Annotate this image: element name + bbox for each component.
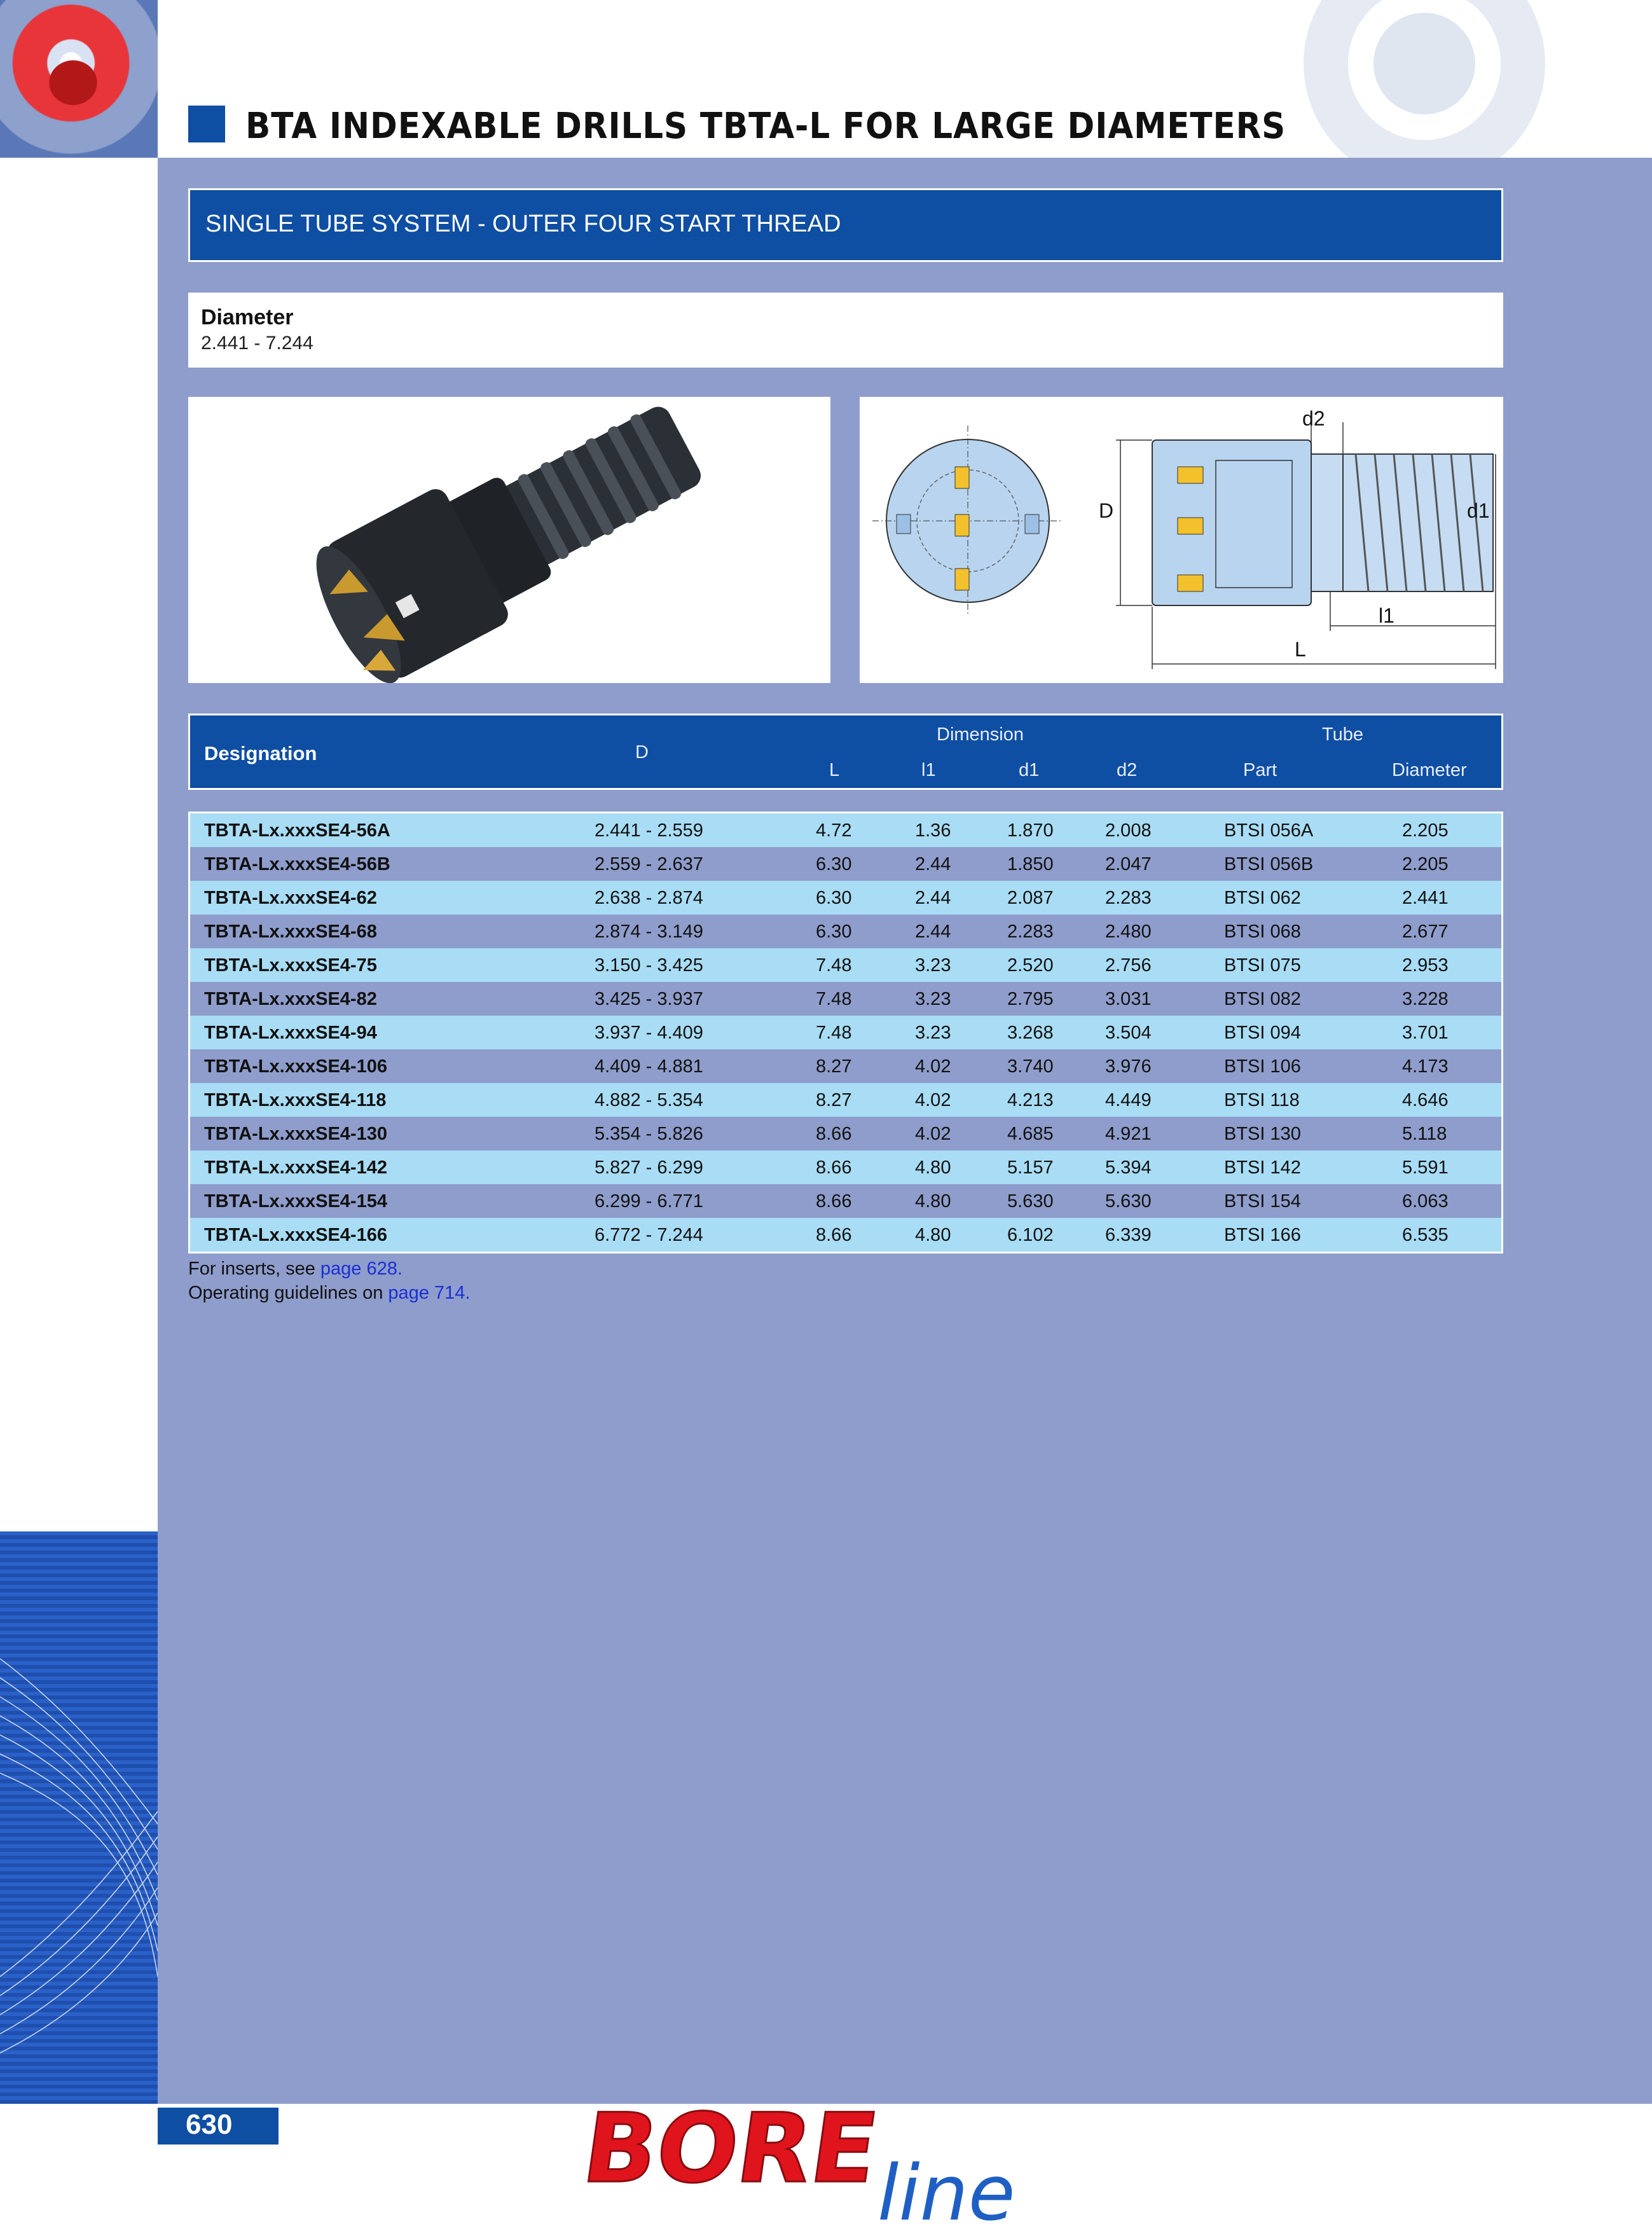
cell-D: 3.937 - 4.409 [595, 1023, 703, 1043]
drawing-label-d2: d2 [1302, 407, 1325, 430]
notes [188, 1257, 470, 1305]
cell-d2: 3.031 [1105, 989, 1152, 1009]
cell-part: BTSI 094 [1224, 1023, 1301, 1043]
circle-decor [1297, 0, 1564, 158]
cell-designation: TBTA-Lx.xxxSE4-154 [204, 1191, 387, 1212]
table-row [190, 1117, 1501, 1150]
cell-designation: TBTA-Lx.xxxSE4-56B [204, 854, 390, 874]
guidelines-note [188, 1281, 470, 1305]
cell-d1: 1.850 [1007, 854, 1054, 874]
cell-L: 4.72 [816, 820, 852, 841]
cell-d2: 4.449 [1105, 1090, 1152, 1110]
inserts-page-link[interactable]: page 628. [320, 1259, 403, 1279]
cell-diameter: 3.701 [1402, 1023, 1449, 1043]
cell-d2: 6.339 [1105, 1225, 1152, 1245]
cell-d1: 5.630 [1007, 1191, 1054, 1212]
cell-designation: TBTA-Lx.xxxSE4-68 [204, 922, 377, 942]
drawing-label-d1: d1 [1467, 499, 1490, 522]
cell-d2: 5.394 [1105, 1157, 1152, 1178]
cell-d2: 2.756 [1105, 955, 1152, 976]
cell-designation: TBTA-Lx.xxxSE4-166 [204, 1225, 387, 1245]
cell-L: 8.66 [816, 1157, 852, 1178]
cell-D: 4.882 - 5.354 [595, 1090, 703, 1110]
table-row [190, 1184, 1501, 1218]
cell-diameter: 6.063 [1402, 1191, 1449, 1212]
cell-designation: TBTA-Lx.xxxSE4-75 [204, 955, 377, 976]
boreline-logo [585, 2099, 1113, 2231]
cell-d1: 2.283 [1007, 922, 1054, 942]
drawing-label-L: L [1295, 638, 1306, 661]
table-row [190, 881, 1501, 915]
cell-l1: 3.23 [915, 1023, 951, 1043]
cell-d2: 5.630 [1105, 1191, 1152, 1212]
table-row [190, 813, 1501, 847]
cell-d1: 3.268 [1007, 1023, 1054, 1043]
cell-diameter: 2.677 [1402, 922, 1449, 942]
cell-L: 7.48 [816, 955, 852, 976]
header-l1: l1 [921, 760, 936, 780]
inserts-note-text: For inserts, see [188, 1259, 320, 1279]
cell-d2: 4.921 [1105, 1124, 1152, 1144]
diameter-box [188, 293, 1503, 368]
cell-L: 7.48 [816, 989, 852, 1009]
drill-table [188, 812, 1503, 1254]
header-tube: Tube [1322, 724, 1364, 745]
cell-diameter: 5.591 [1402, 1157, 1449, 1178]
wave-pattern-decor [0, 1531, 158, 2104]
cell-part: BTSI 118 [1224, 1090, 1300, 1110]
logo-bore: BORE [585, 2099, 885, 2204]
cell-d1: 4.213 [1007, 1090, 1054, 1110]
cell-part: BTSI 056B [1224, 854, 1314, 874]
cell-l1: 4.80 [915, 1225, 951, 1245]
diameter-value: 2.441 - 7.244 [201, 333, 313, 354]
table-header [188, 714, 1503, 790]
cell-diameter: 2.205 [1402, 820, 1449, 841]
cell-diameter: 2.441 [1402, 888, 1449, 908]
cell-D: 6.772 - 7.244 [595, 1225, 703, 1245]
drawing-label-D: D [1099, 499, 1114, 522]
cell-part: BTSI 130 [1224, 1124, 1301, 1144]
table-row [190, 847, 1501, 881]
table-row [190, 948, 1501, 982]
cell-D: 2.638 - 2.874 [595, 888, 703, 908]
cell-designation: TBTA-Lx.xxxSE4-82 [204, 989, 377, 1009]
cell-l1: 4.02 [915, 1124, 951, 1144]
cell-designation: TBTA-Lx.xxxSE4-142 [204, 1157, 387, 1178]
cell-D: 3.150 - 3.425 [595, 955, 703, 976]
cell-d2: 2.008 [1105, 820, 1152, 841]
cell-d2: 2.283 [1105, 888, 1152, 908]
cell-l1: 3.23 [915, 989, 951, 1009]
cell-D: 2.559 - 2.637 [595, 854, 703, 874]
cell-designation: TBTA-Lx.xxxSE4-106 [204, 1056, 387, 1077]
table-row [190, 1016, 1501, 1049]
cell-L: 8.66 [816, 1225, 852, 1245]
guidelines-note-text: Operating guidelines on [188, 1283, 389, 1303]
guidelines-page-link[interactable]: page 714. [388, 1283, 471, 1303]
logo-line: line [878, 2150, 1015, 2231]
cell-part: BTSI 154 [1224, 1191, 1301, 1212]
header-D: D [635, 742, 649, 763]
cell-diameter: 6.535 [1402, 1225, 1449, 1245]
cell-l1: 4.80 [915, 1157, 951, 1178]
cell-designation: TBTA-Lx.xxxSE4-118 [204, 1090, 387, 1110]
cell-part: BTSI 056A [1224, 820, 1314, 841]
cell-diameter: 5.118 [1402, 1124, 1447, 1144]
cell-L: 7.48 [816, 1023, 852, 1043]
header-L: L [829, 760, 840, 780]
cell-diameter: 4.173 [1402, 1056, 1449, 1077]
cell-D: 3.425 - 3.937 [595, 989, 703, 1009]
cell-l1: 3.23 [915, 955, 951, 976]
cell-part: BTSI 075 [1224, 955, 1301, 976]
cell-d1: 1.870 [1007, 820, 1054, 841]
cell-L: 8.66 [816, 1124, 852, 1144]
cell-L: 8.27 [816, 1090, 852, 1110]
table-row [190, 1049, 1501, 1083]
cell-part: BTSI 082 [1224, 989, 1301, 1009]
cell-l1: 4.02 [915, 1090, 951, 1110]
cell-part: BTSI 068 [1224, 922, 1301, 942]
section-header: SINGLE TUBE SYSTEM - OUTER FOUR START THREAD [188, 188, 1503, 262]
header-d2: d2 [1117, 760, 1138, 780]
cell-l1: 2.44 [915, 854, 951, 874]
cell-D: 6.299 - 6.771 [595, 1191, 703, 1212]
cell-d1: 2.520 [1007, 955, 1054, 976]
table-row [190, 982, 1501, 1016]
left-decor-strip [0, 0, 158, 2231]
cell-L: 8.66 [816, 1191, 852, 1212]
cell-d1: 5.157 [1007, 1157, 1054, 1178]
cell-l1: 4.80 [915, 1191, 951, 1212]
cell-D: 5.827 - 6.299 [595, 1157, 703, 1178]
header-dimension: Dimension [937, 724, 1024, 745]
cell-D: 2.441 - 2.559 [595, 820, 703, 841]
cell-d1: 3.740 [1007, 1056, 1054, 1077]
drawing-label-l1: l1 [1379, 604, 1394, 627]
cell-L: 6.30 [816, 854, 852, 874]
cell-designation: TBTA-Lx.xxxSE4-56A [204, 820, 390, 841]
cell-D: 4.409 - 4.881 [595, 1056, 703, 1077]
cell-l1: 1.36 [915, 820, 951, 841]
cell-L: 6.30 [816, 888, 852, 908]
table-row [190, 1218, 1501, 1252]
cell-D: 2.874 - 3.149 [595, 922, 703, 942]
cell-l1: 2.44 [915, 888, 951, 908]
cell-L: 8.27 [816, 1056, 852, 1077]
cell-diameter: 4.646 [1402, 1090, 1449, 1110]
header-d1: d1 [1019, 760, 1040, 780]
cell-diameter: 2.953 [1402, 955, 1449, 976]
header-tube-diameter: Diameter [1392, 760, 1467, 780]
cell-D: 5.354 - 5.826 [595, 1124, 703, 1144]
cell-diameter: 2.205 [1402, 854, 1449, 874]
cell-d1: 4.685 [1007, 1124, 1054, 1144]
header-part: Part [1243, 760, 1277, 780]
cell-d2: 2.480 [1105, 922, 1152, 942]
cell-part: BTSI 106 [1224, 1056, 1301, 1077]
technical-drawing [860, 397, 1503, 683]
cell-designation: TBTA-Lx.xxxSE4-130 [204, 1124, 387, 1144]
title-marker [188, 106, 225, 142]
cell-d1: 2.087 [1007, 888, 1054, 908]
cell-part: BTSI 142 [1224, 1157, 1301, 1178]
table-row [190, 915, 1501, 948]
page-number: 630 [158, 2108, 279, 2145]
cell-l1: 2.44 [915, 922, 951, 942]
cell-part: BTSI 166 [1224, 1225, 1301, 1245]
cell-d1: 2.795 [1007, 989, 1054, 1009]
diameter-label: Diameter [201, 305, 294, 329]
header-designation: Designation [204, 742, 317, 764]
cell-d2: 3.976 [1105, 1056, 1152, 1077]
cell-L: 6.30 [816, 922, 852, 942]
cell-d2: 3.504 [1105, 1023, 1152, 1043]
cell-designation: TBTA-Lx.xxxSE4-94 [204, 1023, 377, 1043]
cell-l1: 4.02 [915, 1056, 951, 1077]
page-title: BTA INDEXABLE DRILLS TBTA-L FOR LARGE DIAMETERS [245, 106, 1286, 147]
table-row [190, 1150, 1501, 1184]
cell-d2: 2.047 [1105, 854, 1152, 874]
table-row [190, 1083, 1501, 1117]
product-photo [188, 397, 830, 683]
cell-diameter: 3.228 [1402, 989, 1449, 1009]
cell-designation: TBTA-Lx.xxxSE4-62 [204, 888, 377, 908]
cell-part: BTSI 062 [1224, 888, 1301, 908]
bird-logo-image [0, 0, 158, 158]
cell-d1: 6.102 [1007, 1225, 1054, 1245]
inserts-note [188, 1257, 470, 1281]
